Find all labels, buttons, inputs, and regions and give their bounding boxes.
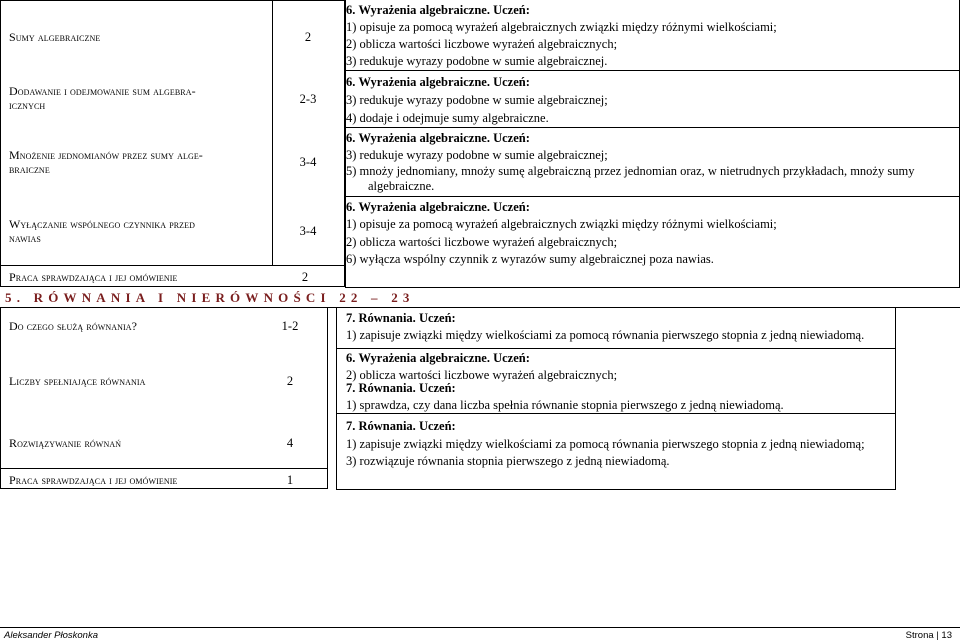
heading-suffix: Uczeń:	[493, 351, 530, 365]
requirement-item: 3) redukuje wyrazy podobne w sumie algebraicznej.	[346, 54, 608, 68]
hours-value: 2	[304, 30, 312, 44]
heading-title: Wyrażenia algebraiczne.	[358, 3, 490, 17]
page-label: Strona	[905, 630, 934, 641]
requirement-item: 2) oblicza wartości liczbowe wyrażeń algebraicznych;	[346, 37, 618, 51]
block-heading	[346, 351, 530, 366]
heading-number: 6.	[346, 200, 356, 214]
block-heading	[346, 200, 530, 215]
divider	[336, 307, 337, 489]
requirement-item: 3) redukuje wyrazy podobne w sumie algebraicznej;	[346, 93, 608, 107]
requirement-item: 1) zapisuje związki między wielkościami za pomocą równania pierwszego stopnia z jedną niewiadomą;	[346, 437, 865, 451]
heading-title: Równania.	[358, 311, 416, 325]
requirement-item: 6) wyłącza wspólny czynnik z wyrazów sumy algebraicznej poza nawias.	[346, 252, 714, 266]
requirement-item: 1) opisuje za pomocą wyrażeń algebraicznych związki między różnymi wielkościami;	[346, 20, 777, 34]
page-number: 13	[941, 630, 952, 641]
divider	[0, 265, 345, 266]
divider	[336, 348, 896, 349]
requirement-item: 4) dodaje i odejmuje sumy algebraiczne.	[346, 111, 549, 125]
heading-number: 7.	[346, 311, 356, 325]
divider	[336, 413, 896, 414]
topic-dodawanie: Dodawanie i odejmowanie sum algebra- icznych	[9, 84, 196, 112]
requirement-item: 5) mnoży jednomiany, mnoży sumę algebraiczną przez jednomian oraz, w nietrudnych przykładach, mnoży sumy algebraiczne.	[346, 164, 915, 193]
heading-number: 7.	[346, 381, 356, 395]
requirement-item: 2) oblicza wartości liczbowe wyrażeń algebraicznych;	[346, 368, 618, 382]
divider	[345, 287, 960, 288]
requirement-item: 2) oblicza wartości liczbowe wyrażeń algebraicznych;	[346, 235, 618, 249]
heading-number: 7.	[346, 419, 356, 433]
block-heading	[346, 75, 530, 90]
heading-suffix: Uczeń:	[493, 200, 530, 214]
requirement-item: 1) sprawdza, czy dana liczba spełnia równanie stopnia pierwszego z jedną niewiadomą.	[346, 398, 784, 412]
topic-do-czego: Do czego służą równania?	[9, 319, 138, 333]
footer-author: Aleksander Płoskonka	[4, 630, 98, 641]
heading-number: 6.	[346, 3, 356, 17]
heading-number: 6.	[346, 131, 356, 145]
hours-value: 2	[301, 270, 309, 284]
divider	[0, 468, 328, 469]
hours-value: 3-4	[299, 224, 317, 238]
hours-value: 2	[286, 374, 294, 388]
divider	[345, 127, 960, 128]
heading-title: Wyrażenia algebraiczne.	[358, 351, 490, 365]
topic-sumy-algebraiczne: Sumy algebraiczne	[9, 30, 101, 44]
block-heading	[346, 131, 530, 146]
heading-suffix: Uczeń:	[418, 381, 456, 395]
heading-suffix: Uczeń:	[493, 3, 530, 17]
heading-title: Wyrażenia algebraiczne.	[358, 75, 490, 89]
divider	[345, 196, 960, 197]
heading-title: Wyrażenia algebraiczne.	[358, 200, 490, 214]
heading-suffix: Uczeń:	[418, 419, 456, 433]
heading-suffix: Uczeń:	[493, 75, 530, 89]
divider	[272, 0, 273, 265]
heading-number: 6.	[346, 75, 356, 89]
divider	[336, 489, 896, 490]
heading-number: 6.	[346, 351, 356, 365]
hours-value: 3-4	[299, 155, 317, 169]
topic-praca-sprawdzajaca: Praca sprawdzająca i jej omówienie	[9, 270, 178, 284]
topic-mnozenie: Mnożenie jednomianów przez sumy alge- braiczne	[9, 148, 203, 176]
hours-value: 1-2	[281, 319, 299, 333]
footer-page: Strona | 13	[905, 630, 952, 641]
topic-wylaczanie: Wyłączanie wspólnego czynnika przed nawias	[9, 217, 196, 245]
hours-value: 4	[286, 436, 294, 450]
section-header: 5. RÓWNANIA I NIERÓWNOŚCI 22 – 23	[5, 290, 415, 305]
left-table-lower	[0, 307, 328, 489]
heading-suffix: Uczeń:	[493, 131, 530, 145]
divider	[0, 307, 960, 308]
hours-value: 1	[286, 473, 294, 487]
topic-rozwiazywanie: Rozwiązywanie równań	[9, 436, 122, 450]
requirement-item: 1) opisuje za pomocą wyrażeń algebraicznych związki między różnymi wielkościami;	[346, 217, 777, 231]
requirement-item: 3) rozwiązuje równania stopnia pierwszego z jedną niewiadomą.	[346, 454, 670, 468]
requirement-item: 1) zapisuje związki między wielkościami za pomocą równania pierwszego stopnia z jedną niewiadomą.	[346, 328, 865, 342]
topic-praca-sprawdzajaca-2: Praca sprawdzająca i jej omówienie	[9, 473, 178, 487]
block-heading	[346, 3, 530, 18]
block-heading	[346, 311, 456, 326]
hours-value: 2-3	[299, 92, 317, 106]
topic-liczby-spelniajace: Liczby spełniające równania	[9, 374, 146, 388]
block-heading	[346, 419, 456, 434]
block-heading	[346, 381, 456, 396]
divider	[895, 307, 896, 489]
heading-suffix: Uczeń:	[418, 311, 456, 325]
requirement-item: 3) redukuje wyrazy podobne w sumie algebraicznej;	[346, 148, 608, 162]
heading-title: Równania.	[358, 419, 416, 433]
heading-title: Wyrażenia algebraiczne.	[358, 131, 490, 145]
heading-title: Równania.	[358, 381, 416, 395]
divider	[345, 70, 960, 71]
footer-rule	[0, 627, 960, 628]
